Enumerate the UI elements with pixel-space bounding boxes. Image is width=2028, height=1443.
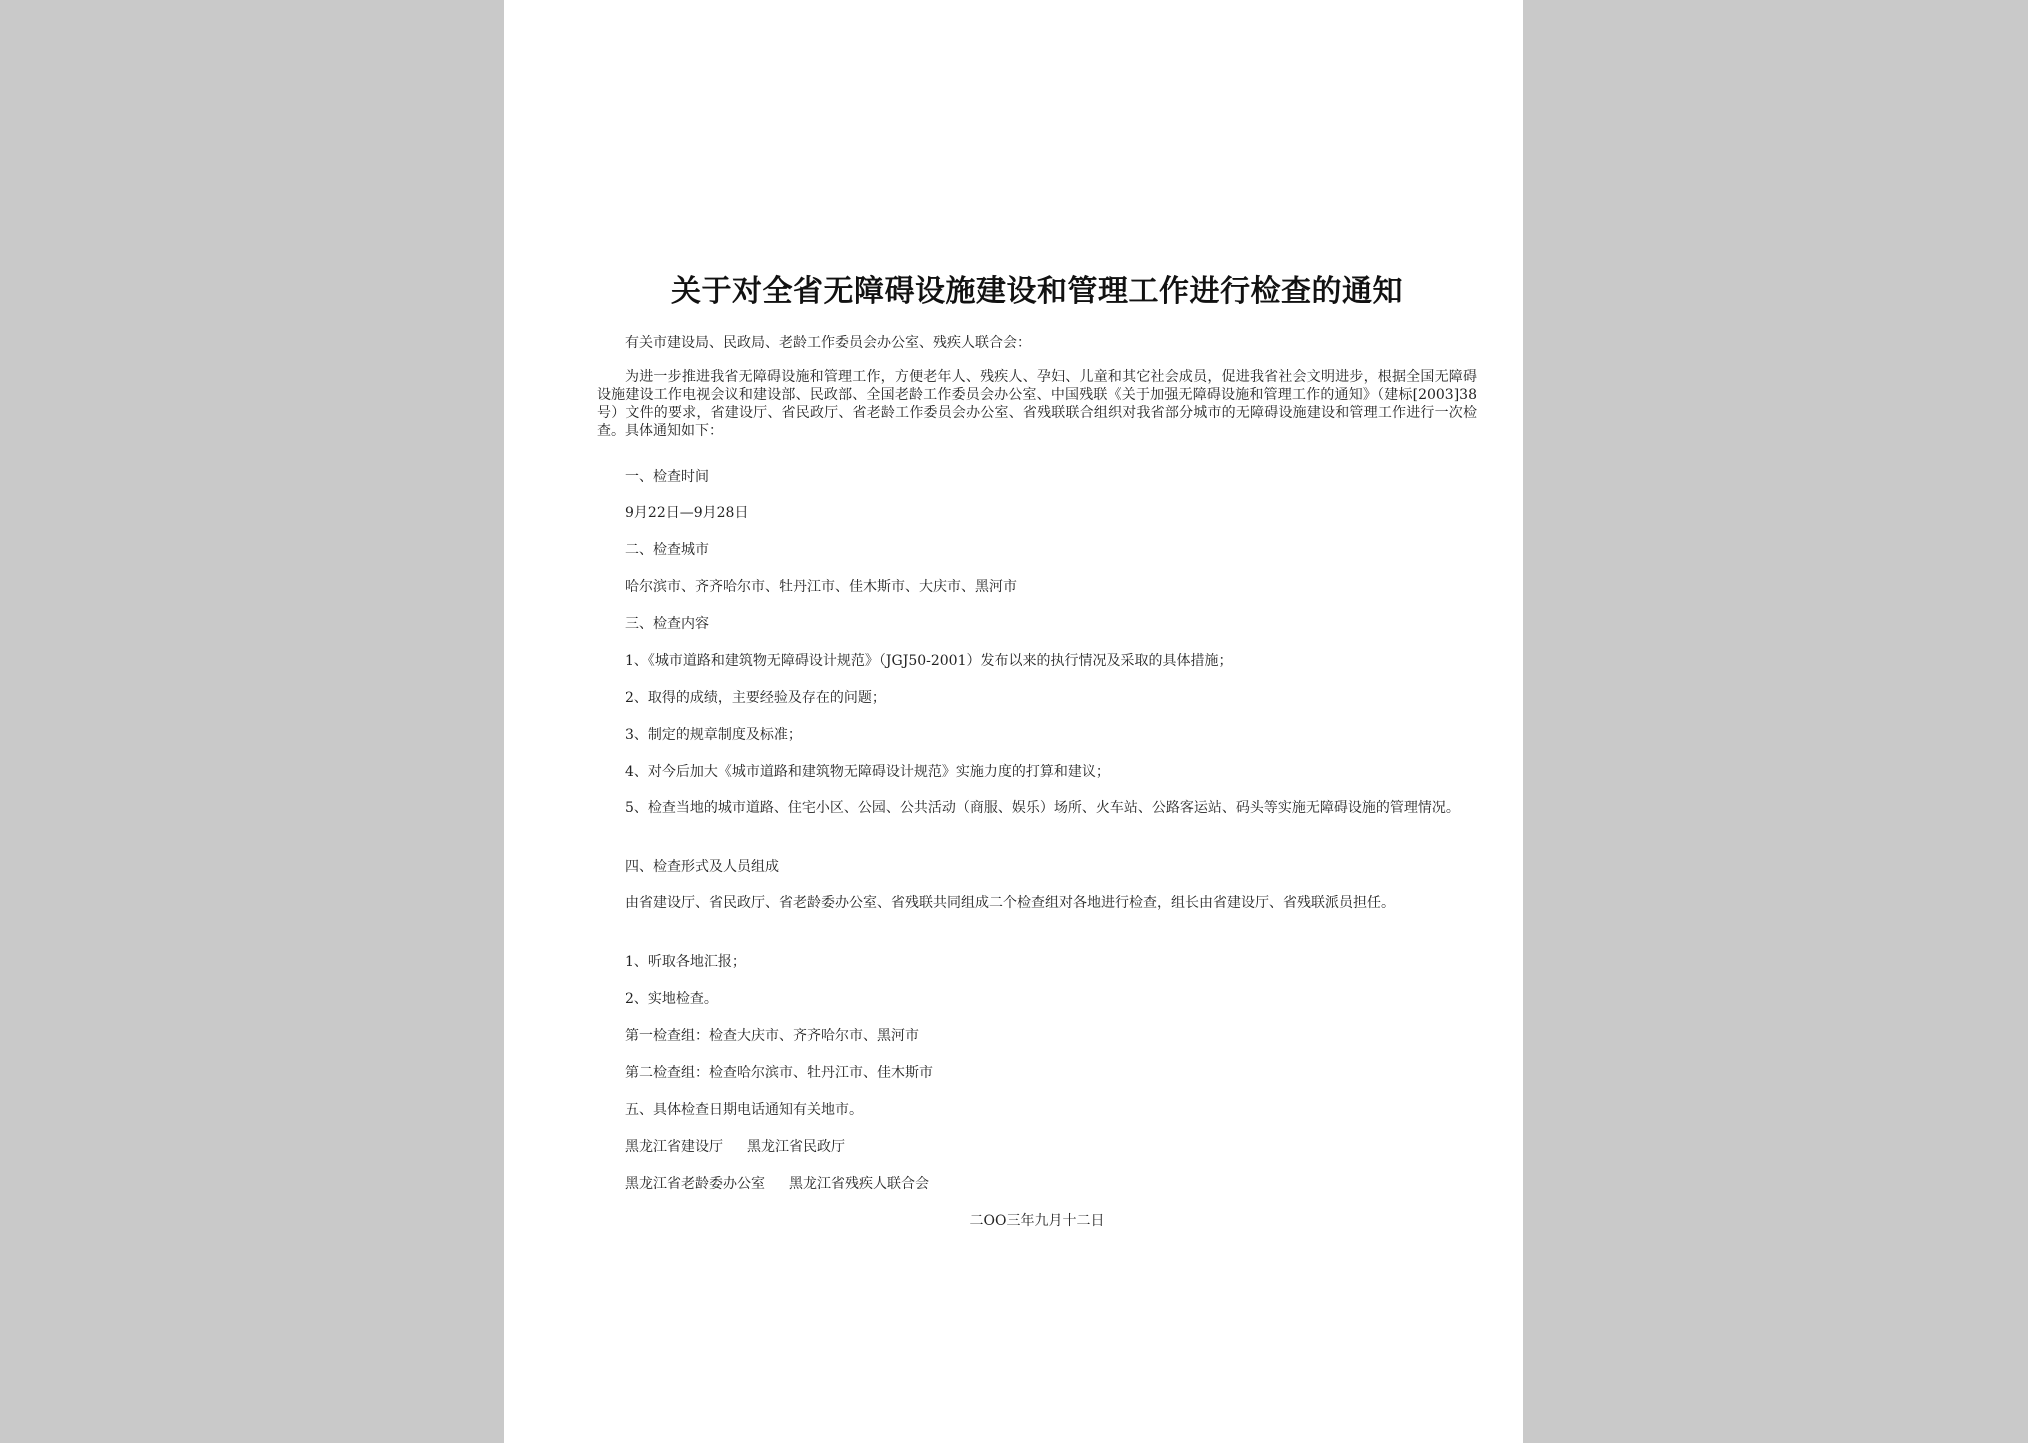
content-item: 1、《城市道路和建筑物无障碍设计规范》（JGJ50-2001）发布以来的执行情况及采取的具体措施； — [625, 653, 1233, 669]
form-item: 1、听取各地汇报； — [625, 954, 746, 970]
content-item: 3、制定的规章制度及标准； — [625, 727, 802, 743]
inspection-group-2: 第二检查组：检查哈尔滨市、牡丹江市、佳木斯市 — [625, 1065, 933, 1081]
section-content-heading: 三、检查内容 — [625, 616, 709, 632]
document-date: 二OO三年九月十二日 — [969, 1213, 1105, 1229]
content-item: 5、检查当地的城市道路、住宅小区、公园、公共活动（商服、娱乐）场所、火车站、公路客运站、码头等实施无障碍设施的管理情况。 — [625, 800, 1460, 816]
signatory-line-2 — [625, 1175, 929, 1193]
inspection-group-1: 第一检查组：检查大庆市、齐齐哈尔市、黑河市 — [625, 1028, 919, 1044]
document-page — [504, 0, 1523, 1443]
section-cities-heading: 二、检查城市 — [625, 542, 709, 558]
signatory-disabled-federation: 黑龙江省残疾人联合会 — [789, 1176, 929, 1192]
section-form-heading: 四、检查形式及人员组成 — [625, 859, 779, 875]
signatory-civil-affairs-dept: 黑龙江省民政厅 — [747, 1139, 845, 1155]
signatory-aging-office: 黑龙江省老龄委办公室 — [625, 1176, 765, 1192]
section-notice: 五、具体检查日期电话通知有关地市。 — [625, 1102, 863, 1118]
signatory-construction-dept: 黑龙江省建设厅 — [625, 1139, 723, 1155]
section-time-value: 9月22日—9月28日 — [625, 505, 749, 521]
intro-paragraph: 为进一步推进我省无障碍设施和管理工作，方便老年人、残疾人、孕妇、儿童和其它社会成员，促进我省社会文明进步，根据全国无障碍设施建设工作电视会议和建设部、民政部、全国老龄工作委员会办公室、中国残联《关于加强无障碍设施和管理工作的通知》（建标[2003]38号）文件的要求，省建设厅、省民政厅、省老龄工作委员会办公室、省残联联合组织对我省部分城市的无障碍设施建设和管理工作进行一次检查。具体通知如下： — [597, 369, 1477, 439]
form-item: 2、实地检查。 — [625, 991, 718, 1007]
signatory-line-1 — [625, 1138, 845, 1156]
document-title: 关于对全省无障碍设施建设和管理工作进行检查的通知 — [671, 274, 1403, 309]
section-time-heading: 一、检查时间 — [625, 469, 709, 485]
content-item: 4、对今后加大《城市道路和建筑物无障碍设计规范》实施力度的打算和建议； — [625, 764, 1110, 780]
content-item: 2、取得的成绩，主要经验及存在的问题； — [625, 690, 886, 706]
section-form-paragraph: 由省建设厅、省民政厅、省老龄委办公室、省残联共同组成二个检查组对各地进行检查，组长由省建设厅、省残联派员担任。 — [625, 895, 1395, 911]
salutation: 有关市建设局、民政局、老龄工作委员会办公室、残疾人联合会： — [625, 335, 1031, 351]
section-cities-value: 哈尔滨市、齐齐哈尔市、牡丹江市、佳木斯市、大庆市、黑河市 — [625, 579, 1017, 595]
